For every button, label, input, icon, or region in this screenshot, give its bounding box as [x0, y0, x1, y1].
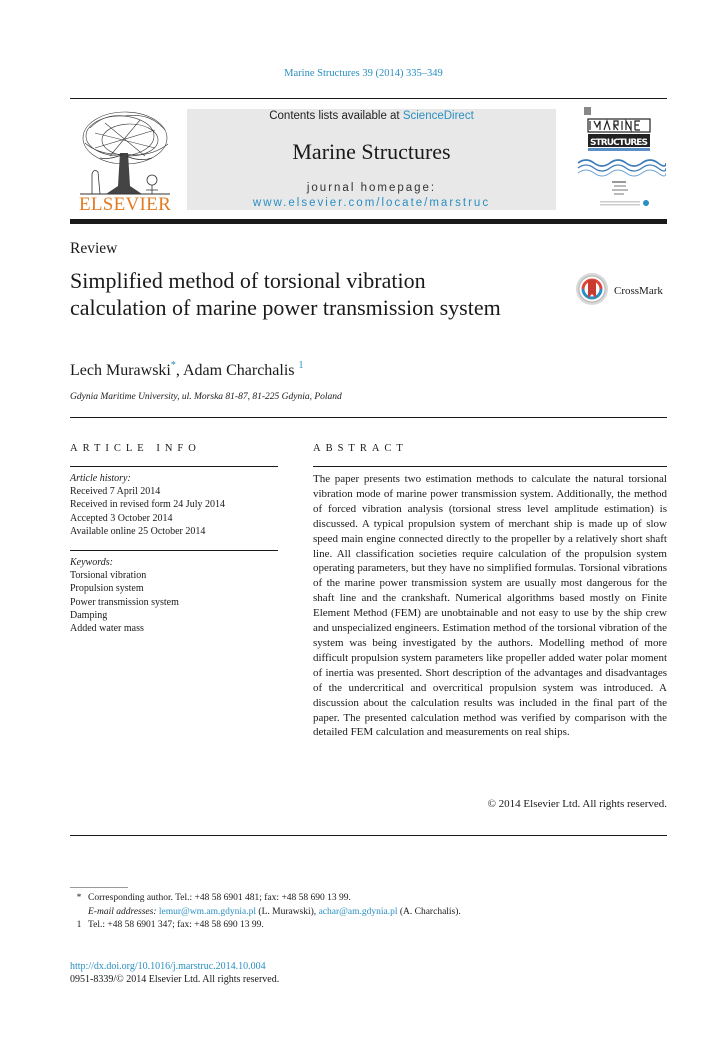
footnote-text: Corresponding author. Tel.: +48 58 6901 481; fax: +48 58 690 13 99. — [88, 893, 351, 903]
doi-link[interactable]: http://dx.doi.org/10.1016/j.marstruc.2014.10.004 — [70, 961, 266, 972]
footnote-emails — [88, 906, 461, 919]
header-top-rule — [70, 98, 667, 99]
article-info-rule — [70, 466, 278, 467]
email-owner: (L. Murawski), — [256, 907, 319, 917]
author-list — [70, 362, 304, 380]
keywords-rule — [70, 550, 278, 551]
corresponding-author-mark[interactable]: * — [170, 360, 176, 371]
contents-available-line — [187, 110, 556, 122]
article-history — [70, 472, 285, 538]
article-type: Review — [70, 240, 118, 257]
abstract-copyright: © 2014 Elsevier Ltd. All rights reserved. — [487, 798, 667, 810]
email-link[interactable]: achar@am.gdynia.pl — [318, 907, 398, 917]
footnote-corresponding — [70, 892, 351, 905]
homepage-link[interactable]: www.elsevier.com/locate/marstruc — [252, 197, 491, 209]
author-footnote-mark[interactable]: 1 — [298, 360, 304, 371]
article-title: Simplified method of torsional vibration calculation of marine power transmission system — [70, 268, 501, 320]
keyword-item: Power transmission system — [70, 596, 179, 608]
abstract-end-rule — [70, 835, 667, 836]
footnote-text: Tel.: +48 58 6901 347; fax: +48 58 690 13 99. — [88, 920, 264, 930]
footnote-mark: 1 — [76, 920, 82, 930]
history-item: Accepted 3 October 2014 — [70, 512, 173, 524]
history-label: Article history: — [70, 473, 131, 484]
journal-header-box — [187, 109, 556, 210]
history-item: Available online 25 October 2014 — [70, 525, 206, 537]
email-link[interactable]: lemur@wm.am.gdynia.pl — [158, 907, 257, 917]
crossmark-label[interactable]: CrossMark — [614, 285, 663, 297]
footnote-author2 — [70, 919, 264, 932]
history-item: Received 7 April 2014 — [70, 486, 161, 498]
author-name: Lech Murawski — [70, 362, 171, 379]
footnote-rule — [70, 887, 128, 888]
issn-copyright: 0951-8339/© 2014 Elsevier Ltd. All rights reserved. — [70, 974, 280, 985]
author-separator: , — [175, 362, 183, 379]
keyword-item: Propulsion system — [70, 583, 144, 595]
abstract-text: The paper presents two estimation methods to calculate the natural torsional vibration mode of marine power transmission system. Additionally, the method of forced vibration analysis (torsional stress level amplitude estimation) is discussed. A typical propulsion system of merchant ship is made up of slow speed main engine connected directly to the propeller by a relatively short shaft line. All classification societies require calculation of the propulsion system operating parameters, but they have no simplified formulas. Torsional vibrations of the marine power transmission system are usually most dangerous for the shaft line and the crankshaft. Numerical algorithms based mostly on Finite Element Method (FEM) are unobtainable and not easy to use by the ship crew and unspecialized engineers. Estimation method of the torsional vibration of the system was being investigated by the authors. Modelling method of more difficult propulsion system parameters like propeller added water polar moment of inertia was presented. Short description of the advantages and disadvantages of the undercritical and overcritical propulsion system was introduced. A discussion about the calculation results was included in the final part of the paper. The presented calculation method was verified by comparison with the detailed FEM calculation and measurements on real ships. — [313, 473, 667, 739]
footnote-mark: * — [76, 893, 82, 903]
sciencedirect-link[interactable]: ScienceDirect — [402, 110, 474, 122]
email-owner: (A. Charchalis). — [397, 907, 461, 917]
affiliation: Gdynia Maritime University, ul. Morska 81-87, 81-225 Gdynia, Poland — [70, 392, 342, 402]
contents-prefix: Contents lists available at — [269, 110, 403, 122]
svg-text:STRUCTURES: STRUCTURES — [590, 138, 648, 148]
journal-citation[interactable]: Marine Structures 39 (2014) 335–349 — [284, 68, 443, 79]
affiliation-rule — [70, 417, 667, 418]
keyword-item: Damping — [70, 609, 108, 621]
keyword-item: Torsional vibration — [70, 570, 147, 582]
abstract-heading: ABSTRACT — [313, 443, 408, 454]
journal-homepage-line — [187, 181, 556, 211]
homepage-prefix: journal homepage: — [306, 182, 437, 194]
keyword-item: Added water mass — [70, 623, 144, 635]
journal-cover-thumbnail[interactable] — [576, 105, 666, 213]
abstract-rule — [313, 466, 667, 467]
history-item: Received in revised form 24 July 2014 — [70, 499, 225, 511]
journal-name: Marine Structures — [292, 139, 451, 164]
article-info-heading: ARTICLE INFO — [70, 443, 201, 454]
header-bottom-rule — [70, 219, 667, 224]
keywords — [70, 556, 285, 635]
keywords-label: Keywords: — [70, 557, 113, 568]
elsevier-wordmark[interactable]: ELSEVIER — [78, 194, 172, 215]
author-name: Adam Charchalis — [182, 362, 295, 379]
email-label: E-mail addresses: — [88, 907, 157, 917]
